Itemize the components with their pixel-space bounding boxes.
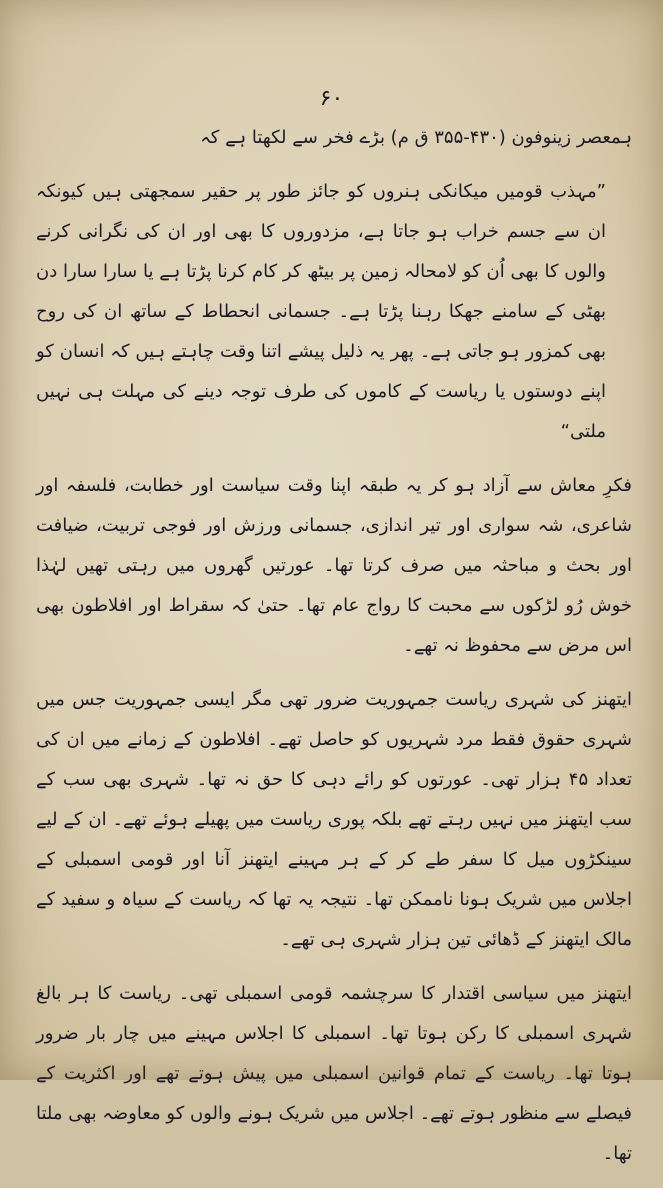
paragraph-quotation: ”مہذب قومیں میکانکی ہنروں کو جائز طور پر حقیر سمجھتی ہیں کیونکہ ان سے جسم خراب ہو جاتا ہے، مزدوروں کا بھی اور ان کی نگرانی کرنے والوں کا بھی اُن کو لامحالہ زمین پر بیٹھ کر کام کرنا پڑتا ہے یا سارا سارا دن بھٹی کے سامنے جھکا رہنا پڑتا ہے۔ جسمانی انحطاط کے ساتھ ان کی روح بھی کمزور ہو جاتی ہے۔ پھر یہ ذلیل پیشے اتنا وقت چاہتے ہیں کہ انسان کو اپنے دوستوں یا ریاست کے کاموں کی طرف توجہ دینے کی مہلت ہی نہیں ملتی“: [36, 181, 606, 442]
page-number: ۶۰: [319, 86, 344, 111]
paragraph-leisure-class: فکرِ معاش سے آزاد ہو کر یہ طبقہ اپنا وقت سیاست اور خطابت، فلسفہ اور شاعری، شہ سواری اور تیر اندازی، جسمانی ورزش اور فوجی تربیت، ضیافت اور بحث و مباحثہ میں صرف کرتا تھا۔ عورتیں گھروں میں رہتی تھیں لہٰذا خوش رُو لڑکوں سے محبت کا رواج عام تھا۔ حتیٰ کہ سقراط اور افلاطون بھی اس مرض سے محفوظ نہ تھے۔: [36, 475, 632, 656]
paragraph-intro: ہمعصر زینوفون (۴۳۰-۳۵۵ ق م) بڑے فخر سے لکھتا ہے کہ: [200, 127, 632, 148]
body-text: [36, 118, 632, 1188]
paragraph-national-assembly: ایتھنز میں سیاسی اقتدار کا سرچشمہ قومی اسمبلی تھی۔ ریاست کا ہر بالغ شہری اسمبلی کا رکن ہوتا تھا۔ اسمبلی کا اجلاس مہینے میں چار بار ضرور ہوتا تھا۔ ریاست کے تمام قوانین اسمبلی میں پیش ہوتے تھے اور اکثریت کے فیصلے سے منظور ہوتے تھے۔ اجلاس میں شریک ہونے والوں کو معاوضہ بھی ملتا تھا۔: [36, 983, 632, 1164]
paragraph-athenian-democracy: ایتھنز کی شہری ریاست جمہوریت ضرور تھی مگر ایسی جمہوریت جس میں شہری حقوق فقط مرد شہریوں کو حاصل تھے۔ افلاطون کے زمانے میں ان کی تعداد ۴۵ ہزار تھی۔ عورتوں کو رائے دہی کا حق نہ تھا۔ شہری بھی سب کے سب ایتھنز میں نہیں رہتے تھے بلکہ پوری ریاست میں پھیلے ہوئے تھے۔ ان کے لیے سینکڑوں میل کا سفر طے کر کے ہر مہینے ایتھنز آنا اور قومی اسمبلی کے اجلاس میں شریک ہونا ناممکن تھا۔ نتیجہ یہ تھا کہ ریاست کے سیاہ و سفید کے مالک ایتھنز کے ڈھائی تین ہزار شہری ہی تھے۔: [36, 689, 632, 950]
